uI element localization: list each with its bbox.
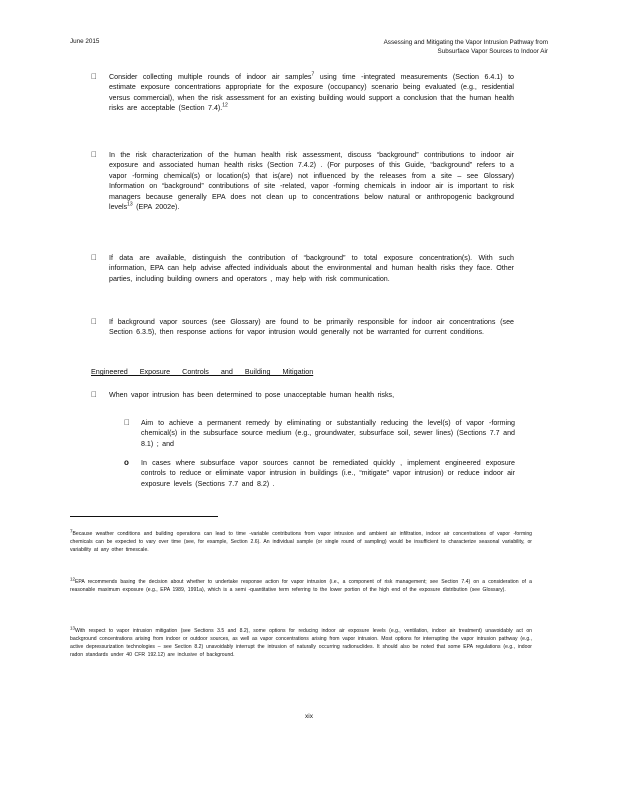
bullet-paragraph [109,253,514,284]
bullet-paragraph [109,150,514,212]
bullet-marker [91,150,97,159]
header-date: June 2015 [70,38,100,45]
header-title-line2: Subsurface Vapor Sources to Indoor Air [437,48,548,55]
bullet-text: If data are available, distinguish the contribution of “background” to total exposure concentration(s). With such information, EPA can help advise affected individuals about the environmental and human health risks they face. Other parties, including building owners and operators , may help with risk communication. [109,254,514,283]
header-title-line1: Assessing and Mitigating the Vapor Intrusion Pathway from [383,39,548,46]
footnote-divider [70,516,218,517]
bullet-text: When vapor intrusion has been determined to pose unacceptable human health risks, [109,391,395,399]
footnote [70,578,532,594]
circle-bullet-marker: o [124,458,129,467]
footnote-number: 7 [70,528,73,534]
sub-bullet-paragraph [141,418,515,449]
sub-bullet-marker [124,418,130,427]
bullet-text-continued: (EPA 2002e). [132,203,180,212]
footnote-ref[interactable]: 7 [311,71,315,78]
section-heading: Engineered Exposure Controls and Building Mitigation [91,367,314,376]
bullet-text-continued: using time -integrated measurements (Section 6.4.1) to estimate exposure concentrations appropriate for the exposure (occupancy) scenario being evaluated (e.g., residential versus commercial), when the risk assessment for an existing building would support a conclusion that the human health risks are acceptable (Section 7.4). [109,73,514,113]
footnote-number: 13 [70,625,76,631]
footnote-text: Because weather conditions and building operations can lead to time -variable contributions from vapor intrusion and ambient air infiltration, indoor air concentrations of vapor -forming chemicals can be expected to vary over time (see, for example, Section 2.6). An individual sample (or single round of sampling) would be insufficient to characterize seasonal variability, or variability at any other timescale. [70,531,532,554]
header-title [384,38,548,56]
footnote-ref[interactable]: 12 [222,102,228,109]
sub-bullet-text: In cases where subsurface vapor sources cannot be remediated quickly , implement engineered exposure controls to reduce or eliminate vapor intrusion in buildings (i.e., “mitigate” vapor intrusion) or reduce indoor air exposure levels (Sections 7.7 and 8.2) . [141,459,515,488]
footnote-text: With respect to vapor intrusion mitigation (see Sections 3.5 and 8.2), some options for reducing indoor air exposure levels (e.g., ventilation, indoor air treatment) unavoidably act on background concentrations arising from indoor or outdoor sources, as well as vapor concentrations arising from vapor intrusion. Most options for interrupting the vapor intrusion pathway (e.g., active depressurization technologies – see Section 8.2) unavoidably interrupt the intrusion of naturally occurring radionuclides. It should also be noted that some EPA regulations (e.g., indoor radon standards under 40 CFR 192.12) are inclusive of background. [70,628,532,659]
footnote-number: 12 [70,576,76,582]
bullet-text: Consider collecting multiple rounds of indoor air samples [109,73,312,81]
sub-bullet-text: Aim to achieve a permanent remedy by eliminating or substantially reducing the level(s) of vapor -forming chemical(s) in the subsurface source medium (e.g., groundwater, subsurface soil, sewer lines) (Sections 7.7 and 8.1) ; and [141,419,515,448]
bullet-text: If background vapor sources (see Glossary) are found to be primarily responsible for indoor air concentrations (see Section 6.3.5), then response actions for vapor intrusion would generally not be warranted for current conditions. [109,318,514,337]
bullet-paragraph [109,390,514,400]
bullet-marker [91,72,97,81]
sub-bullet-paragraph [141,458,515,489]
bullet-paragraph [109,72,514,114]
footnote [70,627,532,659]
bullet-text: In the risk characterization of the human health risk assessment, discuss “background” contributions to indoor air exposure and associated human health risks (Section 7.4.2) . (For purposes of this Guide, “background” refers to a vapor -forming chemical(s) or location(s) that is(are) not influenced by the releases from a site – see Glossary) Information on “background” contributions of site -related, vapor -forming chemicals in indoor air is important to risk managers because generally EPA does not clean up to concentrations below natural or anthropogenic background levels [109,151,514,212]
footnote-text: EPA recommends basing the decision about whether to undertake response action for vapor intrusion (i.e., a component of risk management; see Section 7.4) on a consideration of a reasonable maximum exposure (e.g., EPA 1989, 1991a), which is a semi -quantitative term referring to the lower portion of the high end of the exposure distribution (see Glossary). [70,579,532,594]
bullet-paragraph [109,317,514,338]
page-number: xix [305,713,313,720]
footnote-ref[interactable]: 13 [127,201,133,208]
bullet-marker [91,253,97,262]
footnote [70,530,532,554]
bullet-marker [91,390,97,399]
bullet-marker [91,317,97,326]
